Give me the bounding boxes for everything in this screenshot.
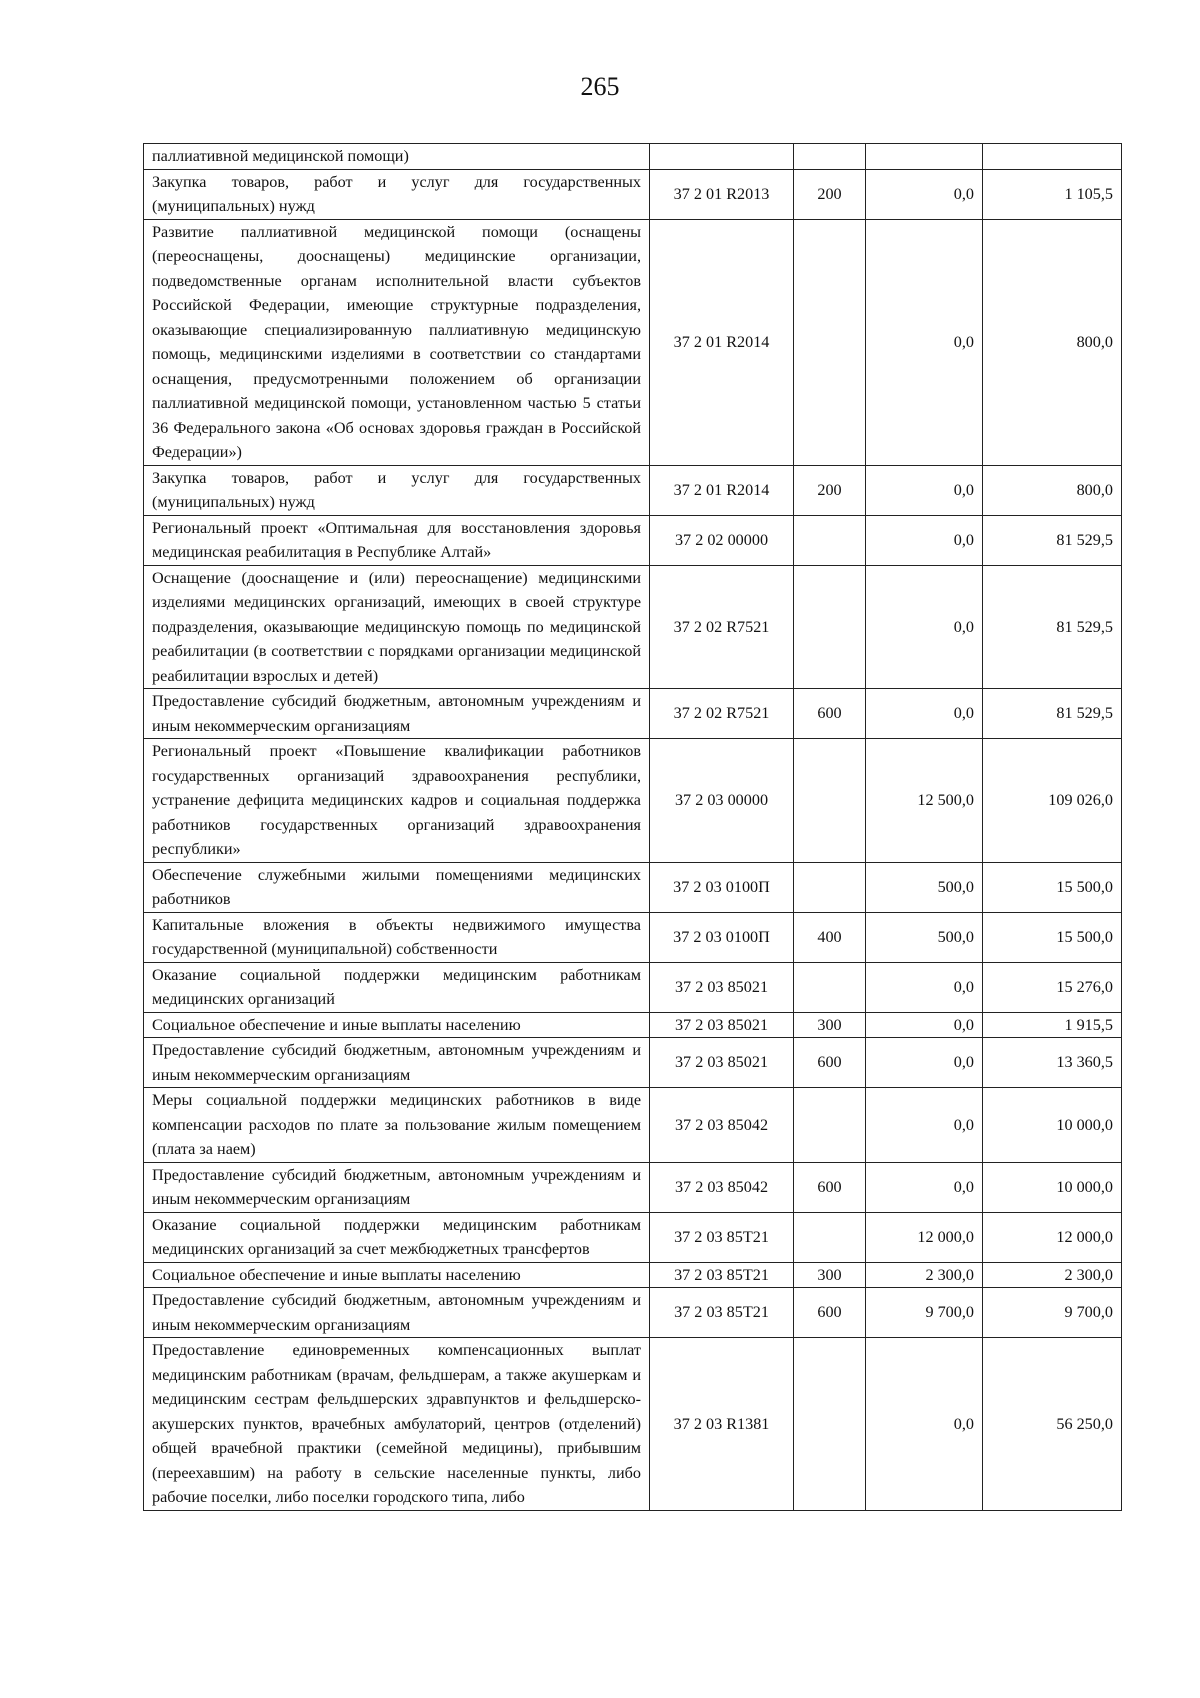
table-row bbox=[144, 1038, 1122, 1088]
row-amount-1: 0,0 bbox=[866, 1012, 983, 1038]
row-amount-1: 0,0 bbox=[866, 169, 983, 219]
row-description: Закупка товаров, работ и услуг для государственных (муниципальных) нужд bbox=[144, 169, 650, 219]
row-amount-2: 56 250,0 bbox=[983, 1338, 1122, 1511]
row-expense-type: 200 bbox=[794, 465, 866, 515]
row-code: 37 2 03 0100П bbox=[650, 912, 794, 962]
row-amount-1: 0,0 bbox=[866, 689, 983, 739]
row-description: Предоставление субсидий бюджетным, автономным учреждениям и иным некоммерческим организациям bbox=[144, 1162, 650, 1212]
row-amount-2: 109 026,0 bbox=[983, 739, 1122, 863]
row-amount-2: 9 700,0 bbox=[983, 1288, 1122, 1338]
row-expense-type: 600 bbox=[794, 1038, 866, 1088]
row-expense-type: 600 bbox=[794, 689, 866, 739]
row-code: 37 2 02 R7521 bbox=[650, 689, 794, 739]
row-code: 37 2 01 R2014 bbox=[650, 465, 794, 515]
row-expense-type bbox=[794, 862, 866, 912]
row-expense-type bbox=[794, 962, 866, 1012]
row-amount-1: 0,0 bbox=[866, 465, 983, 515]
table-row bbox=[144, 962, 1122, 1012]
row-expense-type bbox=[794, 144, 866, 170]
row-code: 37 2 03 85Т21 bbox=[650, 1212, 794, 1262]
table-row bbox=[144, 169, 1122, 219]
row-amount-1 bbox=[866, 144, 983, 170]
row-description: Закупка товаров, работ и услуг для государственных (муниципальных) нужд bbox=[144, 465, 650, 515]
row-code: 37 2 03 85021 bbox=[650, 1038, 794, 1088]
row-amount-1: 0,0 bbox=[866, 1088, 983, 1163]
row-expense-type bbox=[794, 1338, 866, 1511]
row-description: Меры социальной поддержки медицинских работников в виде компенсации расходов по плате за пользование жилым помещением (плата за наем) bbox=[144, 1088, 650, 1163]
table-row bbox=[144, 144, 1122, 170]
table-row bbox=[144, 912, 1122, 962]
row-amount-2: 81 529,5 bbox=[983, 565, 1122, 689]
table-row bbox=[144, 219, 1122, 465]
row-amount-2: 15 500,0 bbox=[983, 912, 1122, 962]
row-amount-2 bbox=[983, 144, 1122, 170]
table-row bbox=[144, 862, 1122, 912]
table-row bbox=[144, 739, 1122, 863]
row-amount-2: 15 500,0 bbox=[983, 862, 1122, 912]
row-amount-1: 9 700,0 bbox=[866, 1288, 983, 1338]
row-amount-1: 0,0 bbox=[866, 1162, 983, 1212]
table-row bbox=[144, 1288, 1122, 1338]
table-row bbox=[144, 1088, 1122, 1163]
row-amount-1: 2 300,0 bbox=[866, 1262, 983, 1288]
row-amount-2: 81 529,5 bbox=[983, 689, 1122, 739]
row-code: 37 2 03 85Т21 bbox=[650, 1262, 794, 1288]
row-code: 37 2 01 R2014 bbox=[650, 219, 794, 465]
row-amount-1: 12 500,0 bbox=[866, 739, 983, 863]
row-amount-1: 0,0 bbox=[866, 515, 983, 565]
row-expense-type: 600 bbox=[794, 1162, 866, 1212]
row-description: Социальное обеспечение и иные выплаты населению bbox=[144, 1262, 650, 1288]
row-description: Оказание социальной поддержки медицинским работникам медицинских организаций за счет межбюджетных трансфертов bbox=[144, 1212, 650, 1262]
row-description: Региональный проект «Повышение квалификации работников государственных организаций здравоохранения республики, устранение дефицита медицинских кадров и социальная поддержка работников государственных организаций здравоохранения республики» bbox=[144, 739, 650, 863]
row-description: паллиативной медицинской помощи) bbox=[144, 144, 650, 170]
row-amount-2: 1 915,5 bbox=[983, 1012, 1122, 1038]
table-row bbox=[144, 1162, 1122, 1212]
row-description: Региональный проект «Оптимальная для восстановления здоровья медицинская реабилитация в Республике Алтай» bbox=[144, 515, 650, 565]
table-row bbox=[144, 1012, 1122, 1038]
row-expense-type bbox=[794, 515, 866, 565]
row-expense-type bbox=[794, 739, 866, 863]
row-description: Капитальные вложения в объекты недвижимого имущества государственной (муниципальной) собственности bbox=[144, 912, 650, 962]
row-code: 37 2 03 00000 bbox=[650, 739, 794, 863]
row-description: Социальное обеспечение и иные выплаты населению bbox=[144, 1012, 650, 1038]
row-amount-2: 10 000,0 bbox=[983, 1162, 1122, 1212]
row-amount-2: 1 105,5 bbox=[983, 169, 1122, 219]
table-row bbox=[144, 1338, 1122, 1511]
row-expense-type bbox=[794, 565, 866, 689]
row-expense-type: 600 bbox=[794, 1288, 866, 1338]
row-description: Предоставление субсидий бюджетным, автономным учреждениям и иным некоммерческим организациям bbox=[144, 689, 650, 739]
row-expense-type: 400 bbox=[794, 912, 866, 962]
row-code: 37 2 03 85021 bbox=[650, 1012, 794, 1038]
row-amount-1: 500,0 bbox=[866, 862, 983, 912]
row-description: Предоставление субсидий бюджетным, автономным учреждениям и иным некоммерческим организациям bbox=[144, 1038, 650, 1088]
row-description: Предоставление субсидий бюджетным, автономным учреждениям и иным некоммерческим организациям bbox=[144, 1288, 650, 1338]
row-code: 37 2 03 85Т21 bbox=[650, 1288, 794, 1338]
row-amount-2: 13 360,5 bbox=[983, 1038, 1122, 1088]
row-description: Предоставление единовременных компенсационных выплат медицинским работникам (врачам, фельдшерам, а также акушеркам и медицинским сестрам фельдшерских здравпунктов и фельдшерско-акушерских пунктов, врачебных амбулаторий, центров (отделений) общей врачебной практики (семейной медицины), прибывшим (переехавшим) на работу в сельские населенные пункты, либо рабочие поселки, либо поселки городского типа, либо bbox=[144, 1338, 650, 1511]
row-amount-2: 10 000,0 bbox=[983, 1088, 1122, 1163]
row-amount-1: 0,0 bbox=[866, 1038, 983, 1088]
row-amount-2: 81 529,5 bbox=[983, 515, 1122, 565]
row-code: 37 2 03 85021 bbox=[650, 962, 794, 1012]
row-amount-2: 800,0 bbox=[983, 465, 1122, 515]
row-expense-type: 300 bbox=[794, 1012, 866, 1038]
row-code: 37 2 03 85042 bbox=[650, 1088, 794, 1163]
row-code: 37 2 03 0100П bbox=[650, 862, 794, 912]
row-code: 37 2 02 R7521 bbox=[650, 565, 794, 689]
budget-table bbox=[143, 143, 1122, 1511]
row-description: Обеспечение служебными жилыми помещениями медицинских работников bbox=[144, 862, 650, 912]
row-amount-2: 12 000,0 bbox=[983, 1212, 1122, 1262]
row-expense-type: 200 bbox=[794, 169, 866, 219]
row-amount-1: 0,0 bbox=[866, 565, 983, 689]
table-row bbox=[144, 1262, 1122, 1288]
row-amount-1: 0,0 bbox=[866, 219, 983, 465]
table-row bbox=[144, 565, 1122, 689]
row-code: 37 2 02 00000 bbox=[650, 515, 794, 565]
page-number: 265 bbox=[580, 72, 620, 101]
row-code: 37 2 03 85042 bbox=[650, 1162, 794, 1212]
row-amount-1: 500,0 bbox=[866, 912, 983, 962]
row-expense-type: 300 bbox=[794, 1262, 866, 1288]
row-amount-1: 0,0 bbox=[866, 1338, 983, 1511]
row-description: Развитие паллиативной медицинской помощи (оснащены (переоснащены, дооснащены) медицинские организации, подведомственные органам исполнительной власти субъектов Российской Федерации, имеющие структурные подразделения, оказывающие специализированную паллиативную медицинскую помощь, медицинскими изделиями в соответствии со стандартами оснащения, предусмотренными положением об организации паллиативной медицинской помощи, установленном частью 5 статьи 36 Федерального закона «Об основах здоровья граждан в Российской Федерации») bbox=[144, 219, 650, 465]
table-row bbox=[144, 515, 1122, 565]
row-description: Оснащение (дооснащение и (или) переоснащение) медицинскими изделиями медицинских организаций, имеющих в своей структуре подразделения, оказывающие медицинскую помощь по медицинской реабилитации (в соответствии с порядками организации медицинской реабилитации взрослых и детей) bbox=[144, 565, 650, 689]
row-amount-1: 0,0 bbox=[866, 962, 983, 1012]
row-code bbox=[650, 144, 794, 170]
row-amount-1: 12 000,0 bbox=[866, 1212, 983, 1262]
table-row bbox=[144, 465, 1122, 515]
row-expense-type bbox=[794, 219, 866, 465]
row-amount-2: 800,0 bbox=[983, 219, 1122, 465]
row-code: 37 2 03 R1381 bbox=[650, 1338, 794, 1511]
row-amount-2: 15 276,0 bbox=[983, 962, 1122, 1012]
row-description: Оказание социальной поддержки медицинским работникам медицинских организаций bbox=[144, 962, 650, 1012]
row-amount-2: 2 300,0 bbox=[983, 1262, 1122, 1288]
row-expense-type bbox=[794, 1088, 866, 1163]
table-row bbox=[144, 1212, 1122, 1262]
row-code: 37 2 01 R2013 bbox=[650, 169, 794, 219]
table-row bbox=[144, 689, 1122, 739]
row-expense-type bbox=[794, 1212, 866, 1262]
